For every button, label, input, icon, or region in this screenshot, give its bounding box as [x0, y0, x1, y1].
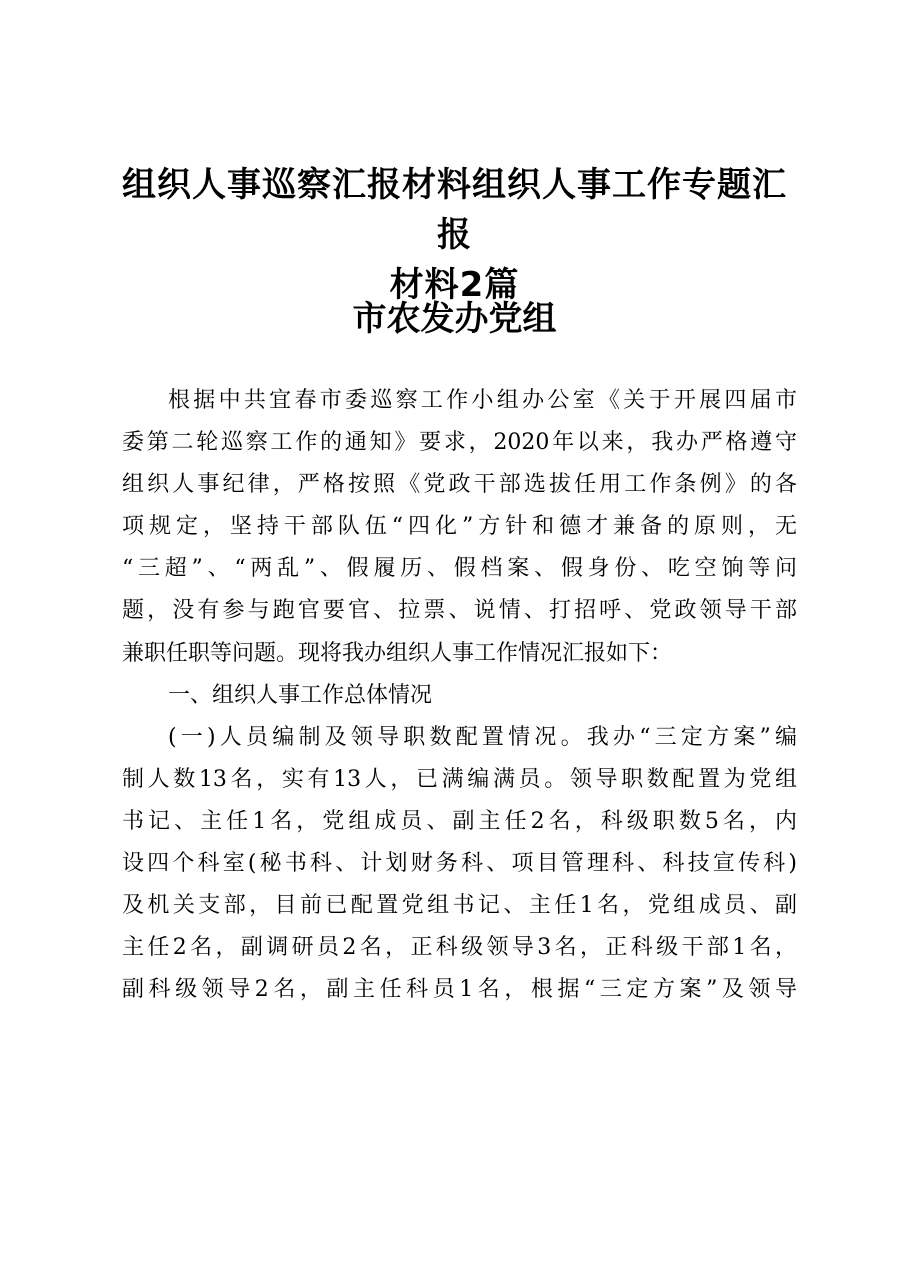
title-line-1: 组织人事巡察汇报材料组织人事工作专题汇报	[122, 165, 787, 255]
text-line: 及机关支部，目前已配置党组书记、主任1名，党组成员、副	[122, 893, 797, 919]
text-line: 制人数13名，实有13人，已满编满员。领导职数配置为党组	[122, 766, 797, 792]
document-title	[110, 160, 799, 310]
paragraph-staffing	[122, 717, 797, 1012]
document-body	[122, 380, 797, 1011]
text-line: 委第二轮巡察工作的通知》要求，2020年以来，我办严格遵守	[122, 430, 797, 456]
text-line: 设四个科室(秘书科、计划财务科、项目管理科、科技宣传科)	[122, 851, 797, 877]
text-line: 组织人事纪律，严格按照《党政干部选拔任用工作条例》的各	[122, 472, 797, 498]
document-subtitle: 市农发办党组	[352, 299, 557, 339]
text-line: 题，没有参与跑官要官、拉票、说情、打招呼、党政领导干部	[122, 598, 797, 624]
text-line: 副科级领导2名，副主任科员1名，根据“三定方案”及领导	[122, 977, 797, 1003]
text-line: 主任2名，副调研员2名，正科级领导3名，正科级干部1名，	[122, 935, 797, 961]
title-line-2: 材料2篇	[389, 265, 520, 305]
text-line: 书记、主任1名，党组成员、副主任2名，科级职数5名，内	[122, 808, 797, 834]
text-line: 一、组织人事工作总体情况	[168, 682, 433, 708]
text-line: 兼职任职等问题。现将我办组织人事工作情况汇报如下：	[122, 640, 673, 666]
text-line: 项规定，坚持干部队伍“四化”方针和德才兼备的原则，无	[122, 514, 797, 540]
section-heading	[122, 675, 797, 717]
text-line: “三超”、“两乱”、假履历、假档案、假身份、吃空饷等问	[122, 556, 797, 582]
text-line: 根据中共宜春市委巡察工作小组办公室《关于开展四届市	[168, 388, 797, 413]
paragraph-intro	[122, 380, 797, 675]
text-line: (一)人员编制及领导职数配置情况。我办“三定方案”编	[168, 724, 797, 750]
